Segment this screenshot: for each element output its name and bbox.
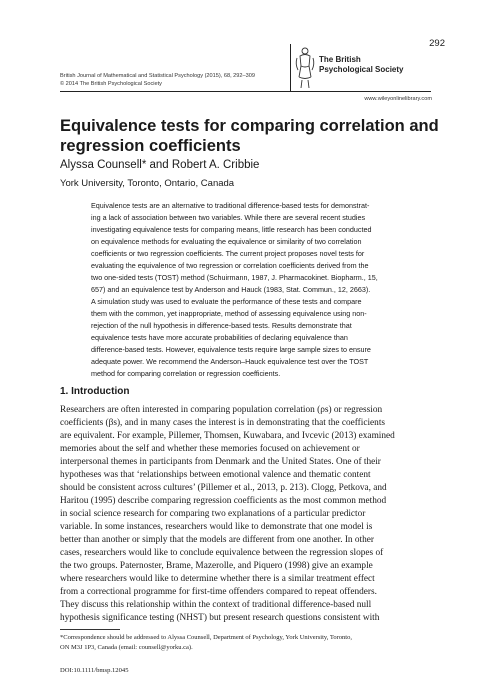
body-line: better than another or simply that the models are different from one another. In other [60, 535, 375, 545]
abstract-line: two one-sided tests (TOST) method (Schuirmann, 1987, J. Pharmacokinet. Biopharm., 15, [91, 273, 378, 282]
abstract-line: equivalence tests have more accurate probabilities of declaring equivalence than [91, 333, 348, 342]
society-name-line1: The British [319, 55, 361, 64]
body-line: the two groups. Paternoster, Brame, Mazerolle, and Piquero (1998) give an example [60, 561, 373, 571]
abstract-line: investigating equivalence tests for comparing means, little research has been conducted [91, 225, 372, 234]
footnote-line: *Correspondence should be addressed to Alyssa Counsell, Department of Psychology, York University, Toronto, [60, 634, 352, 641]
journal-citation: British Journal of Mathematical and Statistical Psychology (2015), 68, 292–309 [60, 73, 255, 79]
abstract-line: ing a lack of association between two variables. While there are several recent studies [91, 213, 366, 222]
body-line: are equivalent. For example, Pillemer, Thomsen, Kuwabara, and Ivcevic (2013) examined [60, 431, 395, 441]
footnote-rule [60, 629, 120, 630]
body-line: variable. In some instances, researchers would like to demonstrate that one model is [60, 522, 373, 532]
abstract-line: difference-based tests. However, equivalence tests require large sample sizes to ensure [91, 345, 371, 354]
body-line: from a correctional programme for first-time offenders compared to repeat offenders. [60, 587, 377, 597]
abstract-line: Equivalence tests are an alternative to traditional difference-based tests for demonstrat- [91, 201, 370, 210]
society-name [319, 55, 403, 75]
abstract-line: them with the common, yet inappropriate, method of assessing equivalence using non- [91, 309, 367, 318]
body-line: Haritou (1995) describe comparing regression coefficients as the most common method [60, 496, 387, 506]
header-rule [60, 91, 431, 92]
society-name-line2: Psychological Society [319, 65, 404, 74]
body-line: interpersonal themes in participants from Denmark and the United States. One of their [60, 457, 381, 467]
abstract-line: coefficients or two regression coefficients. The current project proposes novel tests for [91, 249, 365, 258]
abstract-line: 657) and an equivalence test by Anderson and Hauck (1983, Stat. Commun., 12, 2663). [91, 285, 371, 294]
page-number: 292 [429, 38, 445, 49]
body-line: in social science research for comparing two explanations of a particular predictor [60, 509, 366, 519]
abstract-line: evaluating the equivalence of two regression or correlation coefficients derived from the [91, 261, 369, 270]
article-title-line1: Equivalence tests for comparing correlation and [60, 117, 439, 135]
article-authors: Alyssa Counsell* and Robert A. Cribbie [60, 159, 260, 171]
body-line: hypothesis significance testing (NHST) but present research questions consistent with [60, 613, 380, 623]
author-affiliation: York University, Toronto, Ontario, Canada [60, 178, 235, 189]
article-title-line2: regression coefficients [60, 137, 241, 155]
body-line: They discuss this relationship within the context of traditional difference-based null [60, 600, 372, 610]
footnote-line: ON M3J 1P3, Canada (email: counsell@yorku.ca). [60, 644, 193, 651]
society-crest-icon [294, 44, 316, 90]
body-line: hypotheses was that ‘relationships between emotional valence and thematic content [60, 470, 371, 480]
body-line: memories about the self and whether these memories focused on achievement or [60, 444, 360, 454]
abstract-line: on equivalence methods for evaluating the equivalence or similarity of two correlation [91, 237, 362, 246]
abstract-line: A simulation study was used to evaluate the performance of these tests and compare [91, 297, 362, 306]
article-title [60, 116, 439, 156]
journal-copyright: © 2014 The British Psychological Society [60, 81, 162, 87]
body-line: coefficients (βs), and in many cases the interest is in demonstrating that the coefficients [60, 418, 386, 428]
logo-divider [290, 44, 291, 92]
publisher-url[interactable]: www.wileyonlinelibrary.com [364, 96, 432, 102]
section-heading: 1. Introduction [60, 386, 130, 397]
abstract-line: rejection of the null hypothesis in difference-based tests. Results demonstrate that [91, 321, 352, 330]
body-line: should be consistent across cultures’ (Pillemer et al., 2013, p. 213). Clogg, Petkova, and [60, 483, 387, 493]
abstract-line: method for comparing correlation or regression coefficients. [91, 369, 281, 378]
body-line: where researchers would like to determine whether there is a similar treatment effect [60, 574, 375, 584]
abstract-line: adequate power. We recommend the Anderson–Hauck equivalence test over the TOST [91, 357, 369, 366]
body-line: Researchers are often interested in comparing population correlation (ρs) or regression [60, 405, 383, 415]
body-line: cases, researchers would like to conclude equivalence between the regression slopes of [60, 548, 384, 558]
doi[interactable]: DOI:10.1111/bmsp.12045 [60, 667, 129, 674]
